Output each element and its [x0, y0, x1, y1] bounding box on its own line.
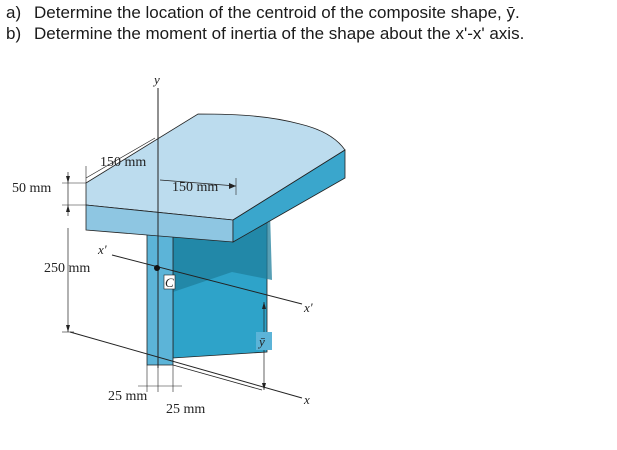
web-front-face	[147, 222, 173, 365]
x-prime-label-right: x'	[304, 300, 313, 315]
question-b-label: b)	[6, 24, 22, 43]
x-prime-label-left: x'	[98, 242, 107, 257]
dim-250-arrow-bot	[66, 325, 70, 332]
dim-web-height: 250 mm	[44, 261, 91, 276]
centroid-point	[154, 265, 160, 271]
dim-50-arrow-top	[66, 176, 70, 183]
ybar-label: ȳ	[259, 334, 265, 349]
question-a-text: Determine the location of the centroid of the composite shape, ȳ.	[34, 3, 520, 22]
dim-50-arrow-bot	[66, 205, 70, 212]
y-axis-label: y	[154, 72, 160, 87]
base-extension-line	[173, 365, 262, 390]
dim-web-left: 25 mm	[108, 389, 148, 404]
dim-web-right: 25 mm	[166, 402, 206, 417]
dim-flange-thickness: 50 mm	[12, 181, 52, 196]
question-b-text: Determine the moment of inertia of the shape about the x'-x' axis.	[34, 24, 525, 43]
question-a-label: a)	[6, 3, 22, 22]
dim-flange-left: 150 mm	[100, 155, 147, 170]
x-axis-label: x	[304, 392, 310, 407]
centroid-label: C	[165, 275, 174, 290]
dim-flange-right: 150 mm	[172, 180, 219, 195]
